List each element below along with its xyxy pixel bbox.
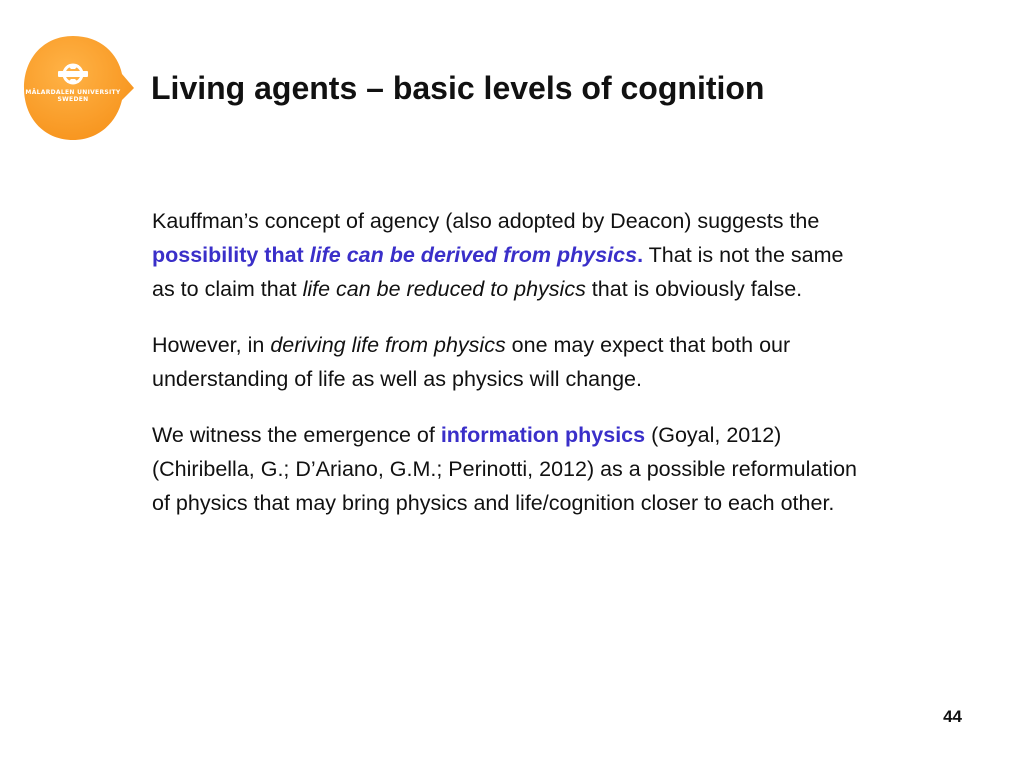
highlight-life-derived: life can be derived from physics [309,243,638,267]
highlight-possibility: possibility that [152,243,310,267]
text-run: (Goyal, 2012) (Chiribella, G.; D’Ariano, G.M.; Perinotti, 2012) as a possible reformulation of physics that may bring physics and life/cognition closer to each other. [152,423,858,515]
logo-badge-shape [22,34,146,142]
slide-body [152,204,872,542]
slide-title: Living agents – basic levels of cognition [151,70,765,106]
university-logo [22,34,146,142]
highlight-period: . [637,243,644,267]
text-run: We witness the emergence of [152,423,441,447]
logo-country: SWEDEN [57,96,89,103]
text-run: That is not the same as to claim that [152,243,844,301]
text-run: that is obviously false. [585,277,803,301]
text-run: However, in [152,333,271,357]
paragraph-information-physics [152,418,872,520]
italic-life-reduced: life can be reduced to physics [302,277,586,301]
text-run: Kauffman’s concept of agency (also adopted by Deacon) suggests the [152,209,820,233]
paragraph-deriving [152,328,872,396]
logo-university-name: MÄLARDALEN UNIVERSITY [25,89,121,96]
italic-deriving-life: deriving life from physics [270,333,506,357]
page-number: 44 [943,707,962,726]
highlight-information-physics: information physics [440,423,646,447]
paragraph-agency [152,204,872,306]
text-run: one may expect that both our understanding of life as well as physics will change. [152,333,791,391]
